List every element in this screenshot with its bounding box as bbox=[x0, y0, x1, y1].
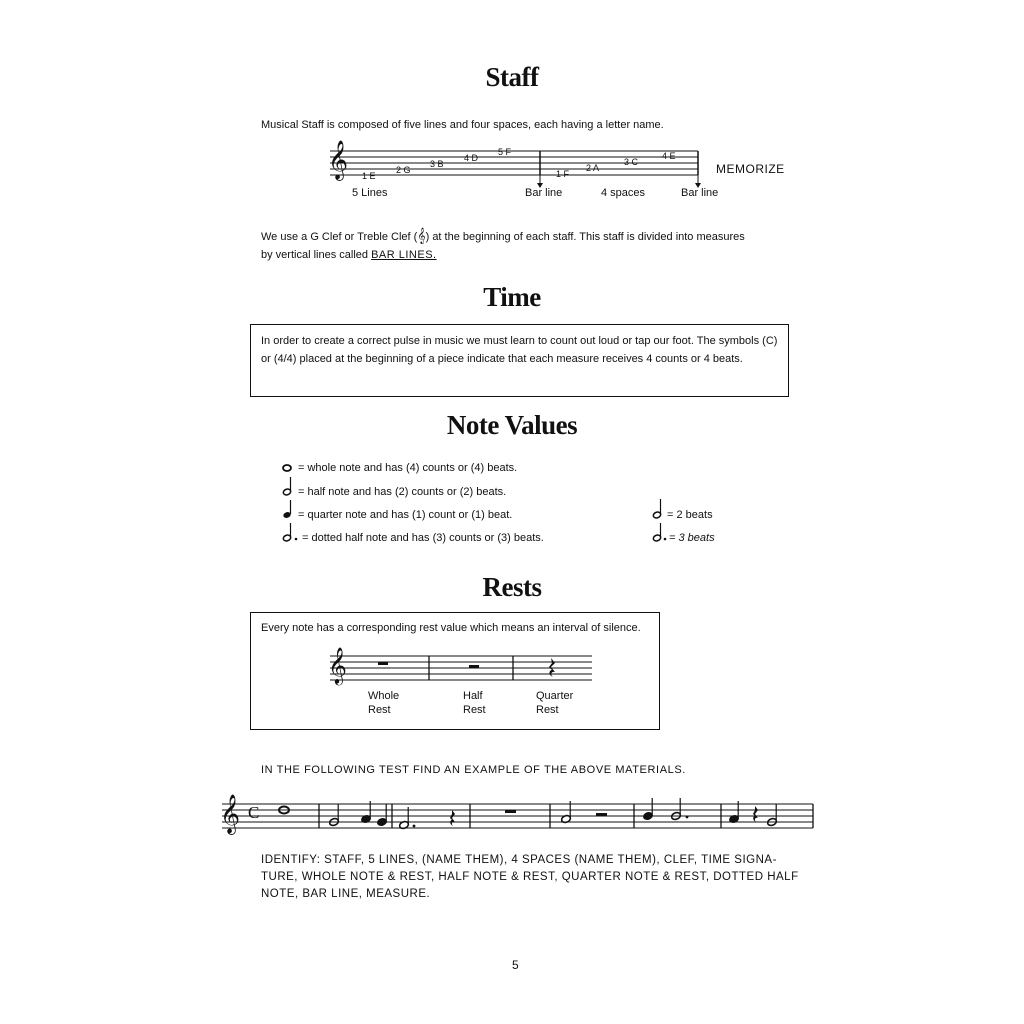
rests-text: Every note has a corresponding rest value which means an interval of silence. bbox=[261, 622, 641, 634]
whole-rest-label-top: Whole bbox=[368, 690, 400, 702]
label-4-spaces: 4 spaces bbox=[601, 187, 646, 199]
test-measure-2 bbox=[329, 801, 388, 827]
test-instruction: IN THE FOLLOWING TEST FIND AN EXAMPLE OF THE ABOVE MATERIALS. bbox=[261, 764, 686, 776]
small-clef-icon: 𝄞 bbox=[417, 228, 426, 244]
clef-text-before: We use a G Clef or Treble Clef ( bbox=[261, 231, 418, 243]
staff-line-note-1: 1 E bbox=[362, 171, 376, 181]
note-value-quarter: = quarter note and has (1) count or (1) beat. bbox=[298, 509, 513, 521]
label-bar-line-1: Bar line bbox=[525, 187, 563, 199]
test-whole-rest bbox=[505, 810, 516, 813]
page-number: 5 bbox=[512, 958, 519, 972]
test-treble-clef-icon: 𝄞 bbox=[220, 794, 241, 834]
note-values-heading: Note Values bbox=[446, 410, 578, 440]
staff-line-note-2: 2 G bbox=[396, 165, 411, 175]
quarter-rest-label-top: Quarter bbox=[536, 690, 574, 702]
bar-lines-term: BAR LINES. bbox=[371, 249, 437, 261]
test-measure-6 bbox=[643, 798, 689, 821]
identify-line-1: IDENTIFY: STAFF, 5 LINES, (NAME THEM), 4 SPACES (NAME THEM), CLEF, TIME SIGNA- bbox=[261, 854, 777, 866]
note-value-dotted-half: = dotted half note and has (3) counts or (3) beats. bbox=[302, 532, 544, 544]
staff-space-note-2: 2 A bbox=[586, 163, 600, 173]
staff-heading: Staff bbox=[485, 62, 539, 92]
rests-heading: Rests bbox=[482, 572, 542, 602]
whole-rest-label-bottom: Rest bbox=[368, 704, 391, 716]
test-measure-7 bbox=[729, 801, 778, 827]
note-value-whole: = whole note and has (4) counts or (4) beats. bbox=[298, 462, 518, 474]
staff-space-note-3: 3 C bbox=[624, 157, 639, 167]
identify-line-2: TURE, WHOLE NOTE & REST, HALF NOTE & REST, QUARTER NOTE & REST, DOTTED HALF bbox=[261, 871, 799, 883]
label-5-lines: 5 Lines bbox=[352, 187, 388, 199]
time-signature-c: C bbox=[248, 803, 260, 822]
time-heading: Time bbox=[483, 282, 541, 312]
staff-line-note-4: 4 D bbox=[464, 153, 479, 163]
side-half-beats: = 2 beats bbox=[667, 509, 713, 521]
memorize-label: MEMORIZE bbox=[716, 162, 785, 176]
time-text: In order to create a correct pulse in music we must learn to count out loud or tap our foot. The symbols (C) or (4/4) placed at the beginning of a piece indicate that each measure receives 4 counts or 4 beats. bbox=[261, 335, 778, 365]
side-dotted-half-beats: = 3 beats bbox=[669, 532, 715, 544]
staff-line-note-3: 3 B bbox=[430, 159, 444, 169]
staff-intro: Musical Staff is composed of five lines and four spaces, each having a letter name. bbox=[261, 119, 664, 131]
staff-space-note-4: 4 E bbox=[662, 151, 676, 161]
clef-text-line2: by vertical lines called bbox=[261, 249, 372, 261]
note-value-half: = half note and has (2) counts or (2) beats. bbox=[298, 486, 507, 498]
rests-treble-clef-icon: 𝄞 bbox=[328, 646, 347, 684]
clef-text-after: ) at the beginning of each staff. This staff is divided into measures bbox=[425, 231, 745, 243]
quarter-rest-label-bottom: Rest bbox=[536, 704, 559, 716]
staff-line-note-5: 5 F bbox=[498, 147, 512, 157]
half-rest-label-top: Half bbox=[463, 690, 483, 702]
treble-clef-icon: 𝄞 bbox=[328, 140, 349, 180]
staff-space-note-1: 1 F bbox=[556, 169, 570, 179]
identify-line-3: NOTE, BAR LINE, MEASURE. bbox=[261, 888, 431, 900]
half-rest-label-bottom: Rest bbox=[463, 704, 486, 716]
label-bar-line-2: Bar line bbox=[681, 187, 719, 199]
